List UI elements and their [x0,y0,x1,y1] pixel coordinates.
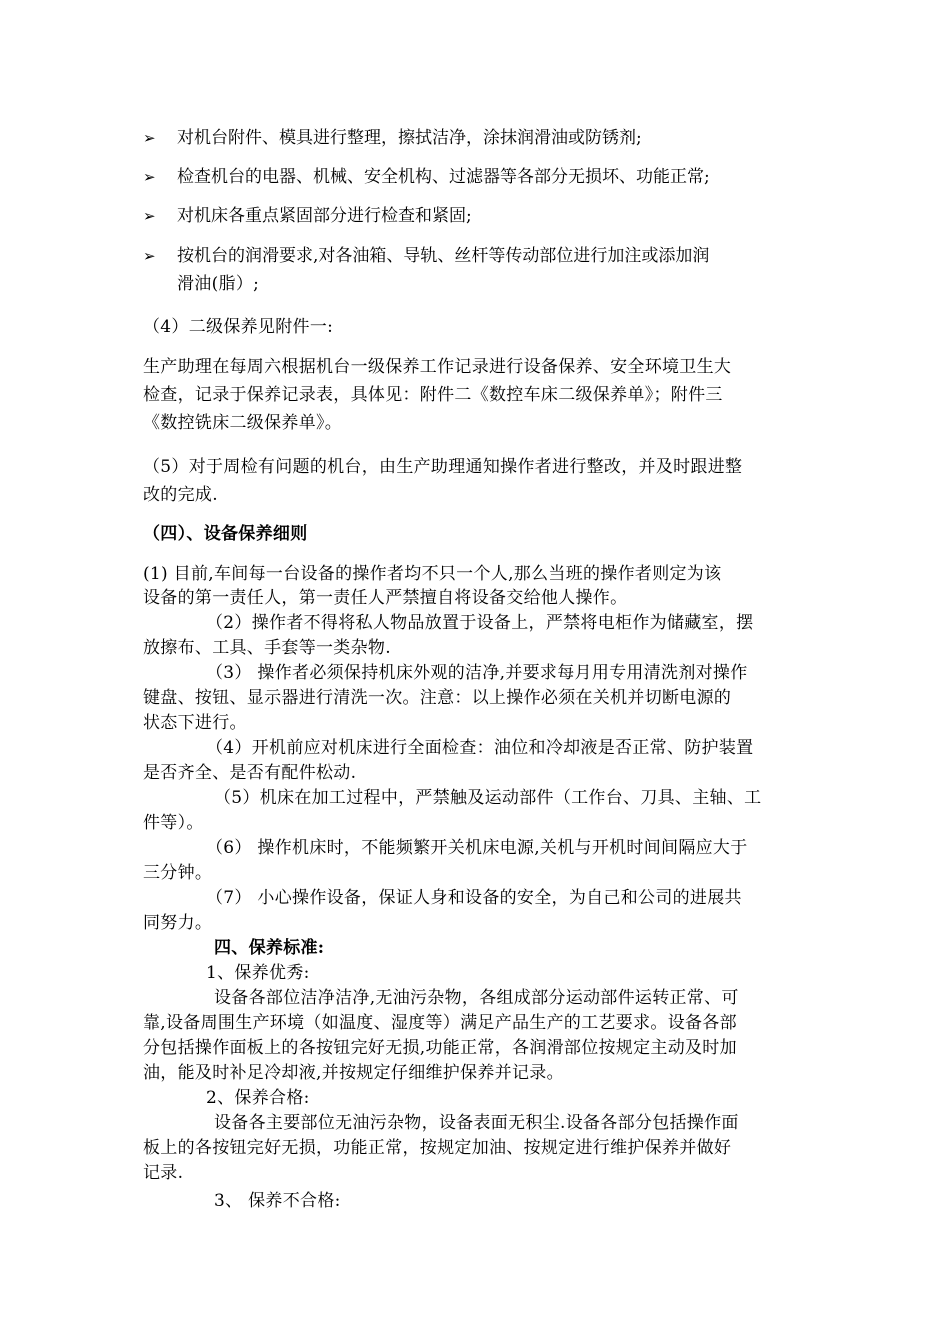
standard-line: 分包括操作面板上的各按钮完好无损,功能正常，各润滑部位按规定主动及时加 [143,1038,737,1058]
standard-title: 3、 保养不合格: [214,1191,341,1211]
bullet-text: 按机台的润滑要求,对各油箱、导轨、丝杆等传动部位进行加注或添加润 [177,246,710,266]
rule-line: 件等）。 [143,813,204,833]
arrow-bullet-icon: ➢ [143,207,156,225]
rule-line: （6） 操作机床时，不能频繁开关机床电源,关机与开机时间间隔应大于 [206,838,748,858]
rule-line: 设备的第一责任人，第一责任人严禁擅自将设备交给他人操作。 [143,588,628,608]
rule-line: （4）开机前应对机床进行全面检查：油位和冷却液是否正常、防护装置 [206,738,754,758]
rule-line: 状态下进行。 [143,713,247,733]
standard-title: 2、保养合格: [206,1088,310,1108]
bullet-text: 对机台附件、模具进行整理，擦拭洁净，涂抹润滑油或防锈剂; [177,128,642,148]
rule-line: 键盘、按钮、显示器进行清洗一次。注意：以上操作必须在关机并切断电源的 [143,688,732,708]
paragraph-line: 《数控铣床二级保养单》。 [143,413,343,433]
standard-title: 1、保养优秀: [206,963,310,983]
paragraph-line: （5）对于周检有问题的机台，由生产助理通知操作者进行整改，并及时跟进整 [143,457,743,477]
paragraph-line: 改的完成. [143,485,218,505]
rule-line: 同努力。 [143,913,213,933]
rule-line: 放擦布、工具、手套等一类杂物. [143,638,391,658]
rule-line: (1) 目前,车间每一台设备的操作者均不只一个人,那么当班的操作者则定为该 [143,564,722,584]
standard-line: 设备各部位洁净洁净,无油污杂物，各组成部分运动部件运转正常、可 [214,988,739,1008]
bullet-text: 对机床各重点紧固部分进行检查和紧固; [177,206,472,226]
standard-line: 靠,设备周围生产环境（如温度、湿度等）满足产品生产的工艺要求。设备各部 [143,1013,737,1033]
arrow-bullet-icon: ➢ [143,168,156,186]
standard-line: 设备各主要部位无油污杂物，设备表面无积尘.设备各部分包括操作面 [214,1113,739,1133]
standard-line: 板上的各按钮完好无损，功能正常，按规定加油、按规定进行维护保养并做好 [143,1138,732,1158]
rule-line: 是否齐全、是否有配件松动. [143,763,357,783]
bullet-continuation: 滑油(脂）; [177,274,260,294]
bullet-text: 检查机台的电器、机械、安全机构、过滤器等各部分无损坏、功能正常; [177,167,710,187]
paragraph-line: 检查，记录于保养记录表，具体见：附件二《数控车床二级保养单》；附件三 [143,385,723,405]
arrow-bullet-icon: ➢ [143,247,156,265]
rule-line: 三分钟。 [143,863,213,883]
arrow-bullet-icon: ➢ [143,129,156,147]
standard-line: 油，能及时补足冷却液,并按规定仔细维护保养并记录。 [143,1063,564,1083]
standards-heading: 四、保养标准: [214,938,325,958]
rule-line: （2）操作者不得将私人物品放置于设备上，严禁将电柜作为储藏室，摆 [206,613,754,633]
paragraph-line: 生产助理在每周六根据机台一级保养工作记录进行设备保养、安全环境卫生大 [143,357,732,377]
standard-line: 记录. [143,1163,184,1183]
rule-line: （5）机床在加工过程中，严禁触及运动部件（工作台、刀具、主轴、工 [214,788,762,808]
rules-heading: （四）、设备保养细则 [143,524,308,544]
section-4-heading: （4）二级保养见附件一: [143,317,334,337]
rule-line: （3） 操作者必须保持机床外观的洁净,并要求每月用专用清洗剂对操作 [206,663,748,683]
rule-line: （7） 小心操作设备，保证人身和设备的安全，为自己和公司的进展共 [206,888,742,908]
